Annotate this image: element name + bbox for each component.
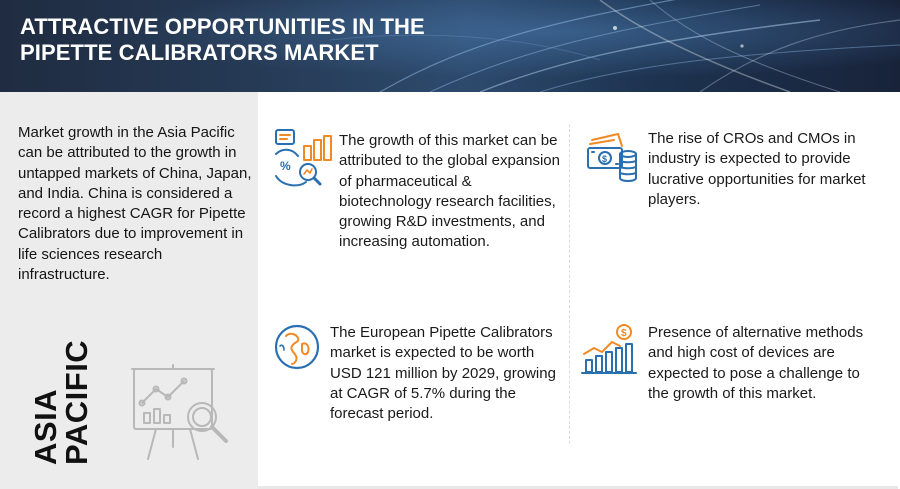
dollar-growth-chart-icon	[580, 322, 638, 376]
globe-icon	[272, 322, 322, 372]
svg-text:$: $	[602, 154, 608, 164]
opportunity-text-cros: The rise of CROs and CMOs in industry is expected to provide lucrative opportunities for market players.	[648, 130, 866, 208]
analytics-chart-icon	[272, 128, 336, 190]
opportunity-card-europe	[272, 322, 567, 432]
presentation-board-magnifier-icon	[130, 363, 232, 465]
opportunity-text-challenge: Presence of alternative methods and high cost of devices are expected to pose a challenge to the growth of this market.	[648, 324, 864, 402]
opportunity-text-growth: The growth of this market can be attributed to the global expansion of pharmaceutical & biotechnology research facilities, growing R&D investments, and increasing automation.	[339, 132, 560, 251]
region-description: Market growth in the Asia Pacific can be attributed to the growth in untapped markets of China, Japan, and India. China is considered a record a highest CAGR for Pipette Calibrators due to improvement in life sciences research infrastructure.	[18, 124, 252, 284]
header-banner	[0, 0, 900, 92]
page-title: ATTRACTIVE OPPORTUNITIES IN THE PIPETTE CALIBRATORS MARKET	[20, 14, 425, 65]
opportunity-text-europe: The European Pipette Calibrators market is expected to be worth USD 121 million by 2029, growing at CAGR of 5.7% during the forecast period.	[330, 324, 556, 423]
svg-text:%: %	[280, 159, 291, 173]
money-coins-icon	[584, 128, 640, 188]
region-label: ASIA PACIFIC	[28, 339, 94, 465]
opportunity-card-growth	[272, 128, 567, 278]
opportunity-card-challenge	[580, 322, 880, 432]
svg-text:$: $	[621, 328, 627, 339]
column-divider	[569, 124, 571, 444]
opportunity-card-cros	[584, 128, 884, 228]
